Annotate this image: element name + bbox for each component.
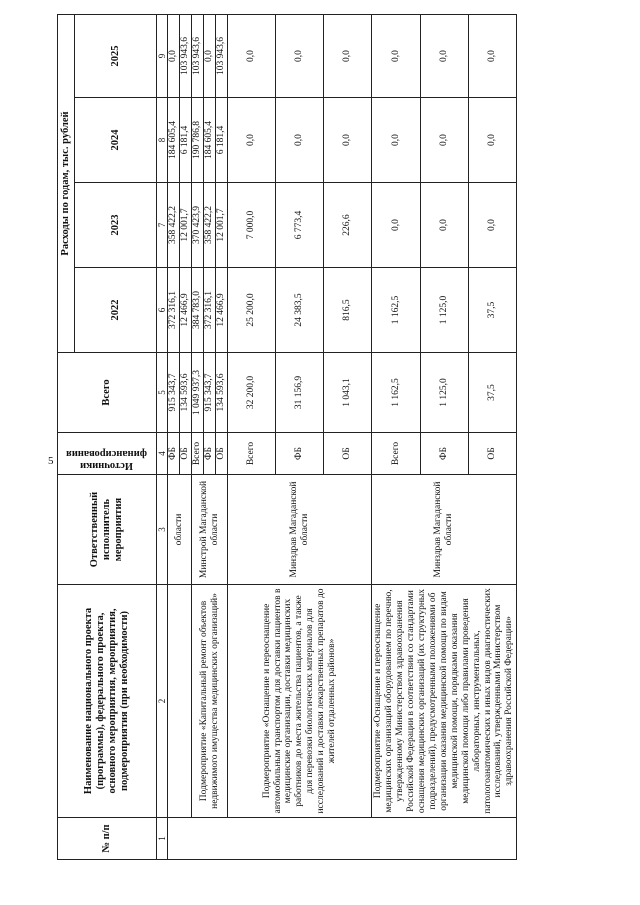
value-cell: 37,5 (469, 353, 517, 433)
value-cell: 0,0 (420, 14, 468, 97)
value-cell: 103 943,6 (180, 14, 192, 97)
value-cell: 915 343,7 (204, 353, 216, 433)
equipment-exec: Минздрав Магаданской области (372, 475, 517, 585)
value-cell: 103 943,6 (216, 14, 228, 97)
value-cell: 12 001,7 (180, 183, 192, 268)
transport-exec: Минздрав Магаданской области (228, 475, 372, 585)
value-cell: 12 466,9 (216, 268, 228, 353)
value-cell: 384 783,0 (192, 268, 204, 353)
value-cell: 1 162,5 (372, 353, 420, 433)
value-cell: 0,0 (420, 98, 468, 183)
header-source (58, 433, 157, 475)
col-number: 6 (157, 268, 168, 353)
col-number: 2 (157, 585, 168, 818)
source-cell: Всего (372, 433, 420, 475)
value-cell: 12 001,7 (216, 183, 228, 268)
col-number: 1 (157, 818, 168, 860)
continuation-exec: области (168, 475, 192, 585)
value-cell: 0,0 (228, 14, 276, 97)
source-cell: ФБ (420, 433, 468, 475)
col-number: 5 (157, 353, 168, 433)
row-number (168, 818, 517, 860)
value-cell: 134 593,6 (216, 353, 228, 433)
table-row (168, 14, 180, 859)
value-cell: 103 943,6 (192, 14, 204, 97)
header-year-2025: 2025 (75, 14, 157, 97)
value-cell: 184 605,4 (168, 98, 180, 183)
value-cell: 24 383,5 (276, 268, 324, 353)
value-cell: 6 773,4 (276, 183, 324, 268)
col-number: 7 (157, 183, 168, 268)
source-cell: ОБ (324, 433, 372, 475)
value-cell: 0,0 (324, 98, 372, 183)
source-cell: ОБ (216, 433, 228, 475)
source-cell: ФБ (204, 433, 216, 475)
source-cell: ОБ (180, 433, 192, 475)
value-cell: 0,0 (469, 98, 517, 183)
header-num: № п/п (58, 818, 157, 860)
value-cell: 0,0 (469, 14, 517, 97)
header-exec: Ответственный исполнитель мероприятия (58, 475, 157, 585)
value-cell: 25 200,0 (228, 268, 276, 353)
value-cell: 370 423,9 (192, 183, 204, 268)
source-cell: Всего (192, 433, 204, 475)
header-years-group: Расходы по годам, тыс. рублей (58, 14, 75, 352)
value-cell: 0,0 (276, 14, 324, 97)
rotated-table-container (57, 15, 637, 860)
value-cell: 0,0 (204, 14, 216, 97)
value-cell: 6 181,4 (216, 98, 228, 183)
col-number: 9 (157, 14, 168, 97)
value-cell: 0,0 (372, 14, 420, 97)
value-cell: 1 125,0 (420, 268, 468, 353)
col-number: 8 (157, 98, 168, 183)
col-number: 3 (157, 475, 168, 585)
expenditure-table (57, 14, 517, 860)
value-cell: 37,5 (469, 268, 517, 353)
header-year-2023: 2023 (75, 183, 157, 268)
table-row (372, 14, 420, 859)
value-cell: 0,0 (228, 98, 276, 183)
page-number: 5 (48, 455, 54, 467)
value-cell: 372 316,1 (168, 268, 180, 353)
transport-name: Подмероприятие «Оснащение и переоснащение автомобильным транспортом для доставки пациентов в медицинские организации, доставки медицинских работников до места жительства пациентов, а также для перевозки биологических материалов для исследований и доставки лекарственных препаратов до жителей отдаленных районов» (228, 585, 372, 818)
source-cell: ФБ (168, 433, 180, 475)
value-cell: 12 466,9 (180, 268, 192, 353)
value-cell: 0,0 (372, 183, 420, 268)
value-cell: 0,0 (372, 98, 420, 183)
value-cell: 6 181,4 (180, 98, 192, 183)
value-cell: 32 200,0 (228, 353, 276, 433)
value-cell: 0,0 (276, 98, 324, 183)
value-cell: 358 422,2 (168, 183, 180, 268)
value-cell: 0,0 (469, 183, 517, 268)
column-numbers-row (157, 14, 168, 859)
equipment-name: Подмероприятие «Оснащение и переоснащение медицинских организаций оборудованием по перечню, утвержденному Министерством здравоохранения Российской Федерации в соответствии со стандартами оснащения медицинских организаций (их структурных подразделений), предусмотренными положениями об организации оказания медицинской помощи по видам медицинской помощи, порядками оказания медицинской помощи либо правилами проведения лабораторных, инструментальных, патологоанатомических и иных видов диагностических исследований, утвержденными Министерством здравоохранения Российской Федерации» (372, 585, 517, 818)
value-cell: 372 316,1 (204, 268, 216, 353)
value-cell: 358 422,2 (204, 183, 216, 268)
value-cell: 190 786,8 (192, 98, 204, 183)
value-cell: 1 043,1 (324, 353, 372, 433)
header-year-2022: 2022 (75, 268, 157, 353)
value-cell: 134 593,6 (180, 353, 192, 433)
value-cell: 1 125,0 (420, 353, 468, 433)
value-cell: 0,0 (168, 14, 180, 97)
value-cell: 7 000,0 (228, 183, 276, 268)
capital-repair-name: Подмероприятие «Капитальный ремонт объектов недвижимого имущества медицинских организаций» (192, 585, 228, 818)
header-source-text: Источники финансирования (66, 447, 148, 471)
value-cell: 1 162,5 (372, 268, 420, 353)
capital-repair-exec: Минстрой Магаданской области (192, 475, 228, 585)
col-number: 4 (157, 433, 168, 475)
value-cell: 816,5 (324, 268, 372, 353)
table-row (192, 14, 204, 859)
value-cell: 31 156,9 (276, 353, 324, 433)
header-year-2024: 2024 (75, 98, 157, 183)
value-cell: 226,6 (324, 183, 372, 268)
source-cell: Всего (228, 433, 276, 475)
header-name: Наименование национального проекта (программы), федерального проекта, основного мероприятия, мероприятия, подмероприятия (при необходимости) (58, 585, 157, 818)
continuation-name (168, 585, 192, 818)
source-cell: ОБ (469, 433, 517, 475)
value-cell: 0,0 (420, 183, 468, 268)
value-cell: 184 605,4 (204, 98, 216, 183)
header-total: Всего (58, 353, 157, 433)
value-cell: 915 343,7 (168, 353, 180, 433)
table-row (228, 14, 276, 859)
value-cell: 0,0 (324, 14, 372, 97)
value-cell: 1 049 937,3 (192, 353, 204, 433)
source-cell: ФБ (276, 433, 324, 475)
